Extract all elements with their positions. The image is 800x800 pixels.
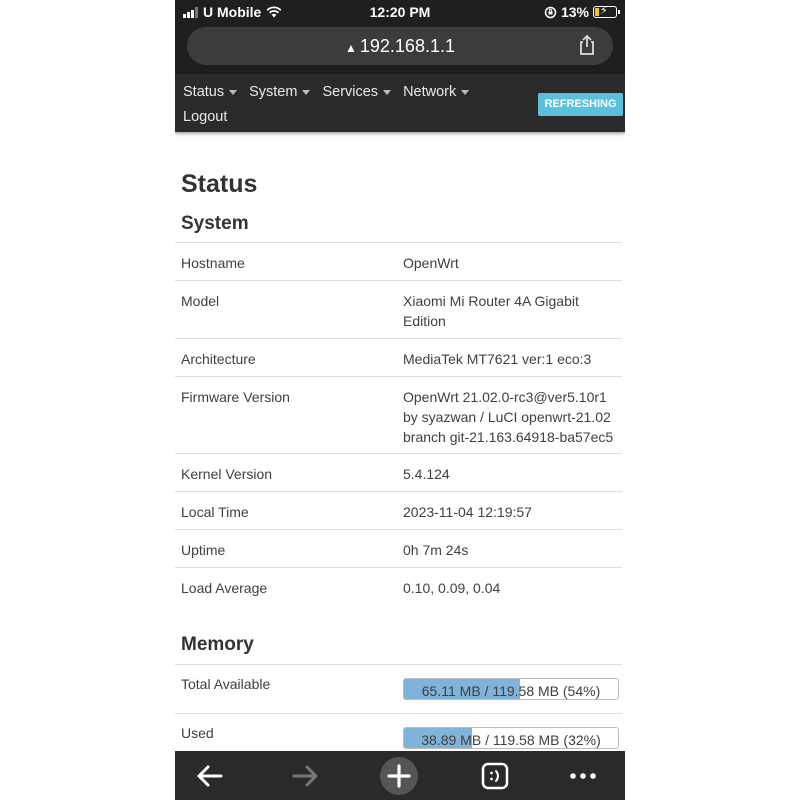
battery-charging-icon: ⚡ bbox=[593, 6, 617, 18]
memory-table bbox=[175, 664, 622, 762]
table-row bbox=[175, 280, 622, 338]
luci-top-nav bbox=[175, 74, 625, 132]
row-key: Model bbox=[181, 293, 220, 309]
forward-arrow-icon[interactable] bbox=[287, 759, 323, 793]
memory-progress-bar bbox=[403, 727, 619, 749]
row-key: Kernel Version bbox=[181, 466, 273, 482]
browser-window bbox=[175, 0, 625, 800]
progress-text: 38.89 MB / 119.58 MB (32%) bbox=[421, 732, 601, 748]
warning-icon: ▲ bbox=[345, 41, 357, 55]
url-text: 192.168.1.1 bbox=[359, 36, 455, 56]
refreshing-badge[interactable]: REFRESHING bbox=[538, 93, 623, 116]
progress-text: 65.11 MB / 119.58 MB (54%) bbox=[421, 683, 601, 699]
orientation-lock-icon bbox=[544, 6, 557, 19]
caret-down-icon bbox=[229, 90, 237, 95]
ios-status-bar bbox=[175, 0, 625, 24]
table-row bbox=[175, 491, 622, 529]
table-row bbox=[175, 529, 622, 567]
clock: 12:20 PM bbox=[369, 4, 431, 20]
memory-progress-bar bbox=[403, 678, 619, 700]
caret-down-icon bbox=[461, 90, 469, 95]
row-key: Load Average bbox=[181, 580, 268, 596]
tab-switcher-icon[interactable] bbox=[477, 759, 513, 793]
row-key: Hostname bbox=[181, 255, 245, 271]
row-key: Total Available bbox=[181, 676, 271, 692]
table-row bbox=[175, 242, 622, 280]
row-value: 5.4.124 bbox=[403, 466, 450, 482]
row-key: Local Time bbox=[181, 504, 249, 520]
nav-services-menu[interactable]: Services bbox=[322, 83, 391, 101]
row-value: MediaTek MT7621 ver:1 eco:3 bbox=[403, 351, 592, 367]
row-value: OpenWrt bbox=[403, 255, 459, 271]
nav-system-menu[interactable]: System bbox=[249, 83, 310, 101]
row-value: OpenWrt 21.02.0-rc3@ver5.10r1 by syazwan / LuCI openwrt-21.02 branch git-21.163.64918-ba57ec5 bbox=[403, 389, 614, 445]
system-table bbox=[175, 242, 622, 605]
nav-logout-link[interactable]: Logout bbox=[183, 109, 228, 125]
table-row bbox=[175, 664, 622, 713]
row-key: Uptime bbox=[181, 542, 226, 558]
back-arrow-icon[interactable] bbox=[192, 759, 228, 793]
table-row bbox=[175, 453, 622, 491]
battery-percent: 13% bbox=[560, 4, 589, 20]
carrier-label: U Mobile bbox=[203, 4, 262, 20]
table-row bbox=[175, 376, 622, 453]
address-bar[interactable] bbox=[187, 27, 613, 65]
row-key: Architecture bbox=[181, 351, 256, 367]
memory-heading: Memory bbox=[181, 634, 254, 655]
nav-network-menu[interactable]: Network bbox=[403, 83, 469, 101]
row-value: Xiaomi Mi Router 4A Gigabit Edition bbox=[403, 293, 579, 329]
row-key: Firmware Version bbox=[181, 389, 290, 405]
new-tab-plus-icon[interactable] bbox=[378, 756, 420, 796]
browser-address-area bbox=[175, 24, 625, 74]
table-row bbox=[175, 338, 622, 376]
share-icon[interactable] bbox=[575, 33, 599, 57]
browser-toolbar bbox=[175, 751, 625, 800]
system-heading: System bbox=[181, 213, 249, 234]
nav-status-menu[interactable]: Status bbox=[183, 83, 237, 101]
caret-down-icon bbox=[383, 90, 391, 95]
row-value: 0h 7m 24s bbox=[403, 542, 469, 558]
row-value: 2023-11-04 12:19:57 bbox=[403, 504, 532, 520]
row-value: 0.10, 0.09, 0.04 bbox=[403, 580, 501, 596]
row-key: Used bbox=[181, 725, 214, 741]
page-title: Status bbox=[181, 170, 258, 198]
table-row bbox=[175, 567, 622, 605]
caret-down-icon bbox=[302, 90, 310, 95]
more-dots-icon[interactable] bbox=[565, 759, 601, 793]
